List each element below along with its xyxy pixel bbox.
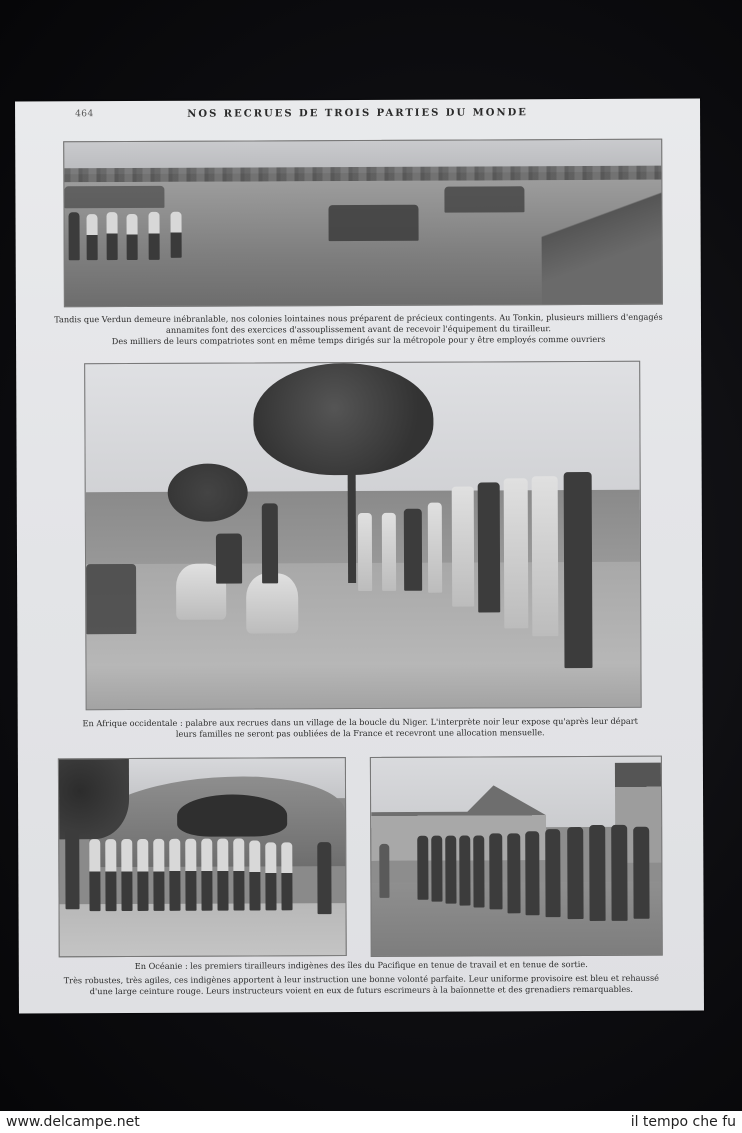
recruit-figure [564,472,593,668]
recruit-figure [169,839,180,911]
seated-figure [86,564,136,634]
recruit-figure [431,836,442,902]
recruit-figure [265,842,276,910]
interpreter-figure [262,503,278,583]
recruit-figure [249,840,260,910]
recruit-figure [185,839,196,911]
magazine-page [15,99,704,1014]
recruit-figure [478,482,501,612]
watermark-bar [0,1111,742,1133]
figure [106,212,117,260]
figure [170,212,181,258]
recruit-figure [504,478,529,628]
recruit-figure [105,839,116,911]
recruit-figure [567,827,583,919]
photo-bush [168,463,248,521]
figure [87,214,98,260]
page-number: 464 [75,109,94,120]
photo-tree-trunk [348,473,356,583]
recruit-figure [545,829,560,917]
photo-west-africa-palaver [84,361,642,710]
figure [68,212,79,260]
photo-embankment [541,188,662,305]
caption-line: d'une large ceinture rouge. Leurs instructeurs voient en eux de futurs escrimeurs à la baïonnette et des grenadiers remarquables. [89,983,634,997]
watermark-site-link[interactable]: www.delcampe.net [6,1114,140,1130]
instructor-figure [379,844,389,898]
recruit-figure [217,839,228,911]
photo-tree [253,363,433,476]
recruit-figure [489,833,502,909]
recruit-figure [89,839,100,911]
recruit-figure [473,835,484,907]
recruit-figure [233,839,244,911]
caption-line: leurs familles ne seront pas oubliées de la France et recevront une allocation mensuelle. [175,727,545,739]
watermark-seller-name: il tempo che fu [630,1114,736,1130]
recruit-figure [452,487,475,607]
recruit-figure [358,513,372,591]
recruit-figure [611,825,627,921]
caption-line: Tandis que Verdun demeure inébranlable, nos colonies lointaines nous préparent de précieux contingents. Au Tonkin, plusieurs milliers d'engagés [54,311,663,325]
caption-west-africa [48,716,673,741]
recruit-figure [525,831,539,915]
recruit-figure [633,827,649,919]
figure-group [64,186,164,208]
photo-oceania-work-dress [58,757,347,957]
recruit-figure [382,513,396,591]
recruit-figure [153,839,164,911]
recruit-figure [404,509,422,591]
recruit-figure [281,842,292,910]
instructor-figure [317,842,331,914]
caption-line: En Afrique occidentale : palabre aux recrues dans un village de la boucle du Niger. L'interprète noir leur expose qu'après leur départ [82,715,638,729]
caption-line: Très robustes, très agiles, ces indigènes apportent à leur instruction une bonne volonté parfaite. Leur uniforme provisoire est bleu et rehaussé [63,972,660,986]
photo-road [60,903,346,956]
caption-line: annamites font des exercices d'assouplissement avant de recevoir l'équipement du tirailleur. [165,323,552,335]
figure-group [328,205,418,241]
recruit-figure [428,503,442,593]
photo-tree [59,759,129,839]
recruit-figure [121,839,132,911]
recruit-figure [445,836,456,904]
recruit-figure [589,825,605,921]
recruit-figure [201,839,212,911]
figure [148,212,159,260]
figure-group [444,186,524,212]
caption-tonkin [46,312,671,348]
caption-line: Des milliers de leurs compatriotes sont en même temps dirigés sur la métropole pour y être employés comme ouvriers [111,333,606,347]
recruit-figure [417,836,428,900]
recruit-figure [137,839,148,911]
recruit-figure [459,836,470,906]
seated-figure [216,534,242,584]
instructor-figure [65,829,79,909]
recruit-figure [507,833,520,913]
recruit-figure [532,476,559,636]
figure [127,214,138,260]
page-title: NOS RECRUES DE TROIS PARTIES DU MONDE [187,107,528,120]
photo-tonkin-exercises [63,139,663,308]
photo-oceania-sortie-dress [370,756,663,957]
photo-tree [177,794,287,836]
caption-oceania [49,959,674,998]
caption-line: En Océanie : les premiers tirailleurs indigènes des îles du Pacifique en tenue de travail et en tenue de sortie. [134,959,588,971]
